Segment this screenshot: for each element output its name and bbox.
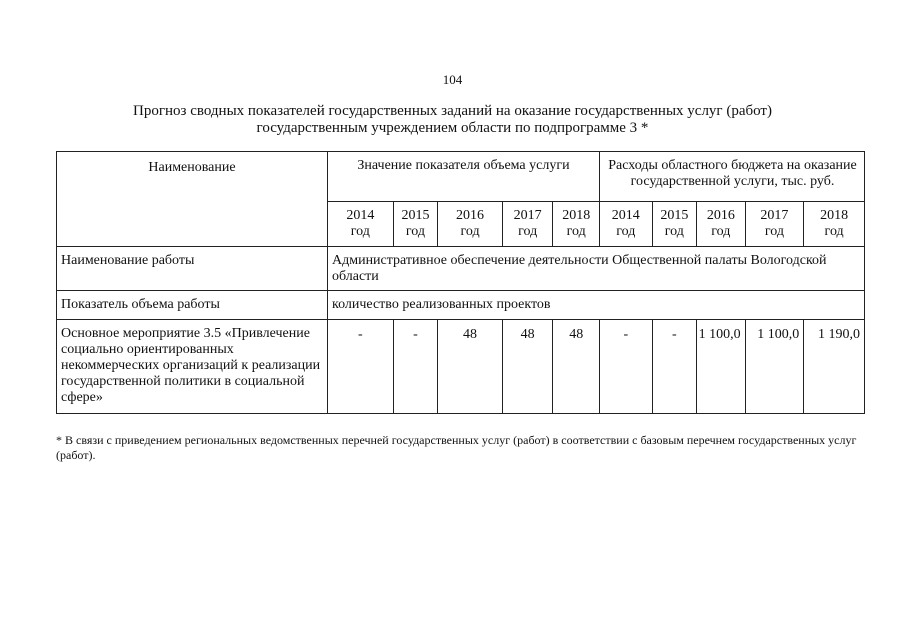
indicator-value: количество реализованных проектов xyxy=(327,291,864,320)
table-row xyxy=(57,247,865,291)
title-line-1: Прогноз сводных показателей государственных заданий на оказание государственных услуг (работ) xyxy=(133,103,772,119)
table-row xyxy=(57,320,865,414)
year-cell: 2017 год xyxy=(502,202,553,247)
row-label-indicator: Показатель объема работы xyxy=(57,291,328,320)
year-cell: 2016 год xyxy=(697,202,746,247)
value-cell: 48 xyxy=(553,320,600,414)
row-label-measure: Основное мероприятие 3.5 «Привлечение социально ориентированных некоммерческих организаций к реализации государственной политики в социальной сфере» xyxy=(57,320,328,414)
value-cell: - xyxy=(393,320,437,414)
value-cell: - xyxy=(327,320,393,414)
value-cell: 1 190,0 xyxy=(804,320,865,414)
table-row xyxy=(57,291,865,320)
forecast-table xyxy=(56,151,865,414)
document-title xyxy=(0,103,905,137)
value-cell: 48 xyxy=(502,320,553,414)
header-volume: Значение показателя объема услуги xyxy=(327,152,599,202)
year-cell: 2014 год xyxy=(600,202,653,247)
year-cell: 2018 год xyxy=(553,202,600,247)
value-cell: 48 xyxy=(438,320,503,414)
year-cell: 2014 год xyxy=(327,202,393,247)
year-cell: 2018 год xyxy=(804,202,865,247)
year-cell: 2015 год xyxy=(652,202,696,247)
header-budget: Расходы областного бюджета на оказание государственной услуги, тыс. руб. xyxy=(600,152,865,202)
footnote: * В связи с приведением региональных ведомственных перечней государственных услуг (работ) в соответствии с базовым перечнем государственных услуг (работ). xyxy=(56,433,857,462)
year-cell: 2015 год xyxy=(393,202,437,247)
value-cell: - xyxy=(652,320,696,414)
year-cell: 2017 год xyxy=(745,202,804,247)
header-name: Наименование xyxy=(57,152,328,247)
title-line-2: государственным учреждением области по подпрограмме 3 * xyxy=(256,120,649,136)
work-name-value: Административное обеспечение деятельности Общественной палаты Вологодской области xyxy=(327,247,864,291)
value-cell: 1 100,0 xyxy=(745,320,804,414)
year-cell: 2016 год xyxy=(438,202,503,247)
value-cell: 1 100,0 xyxy=(697,320,746,414)
row-label-work-name: Наименование работы xyxy=(57,247,328,291)
header-row xyxy=(57,152,865,202)
page-number: 104 xyxy=(442,72,463,87)
value-cell: - xyxy=(600,320,653,414)
